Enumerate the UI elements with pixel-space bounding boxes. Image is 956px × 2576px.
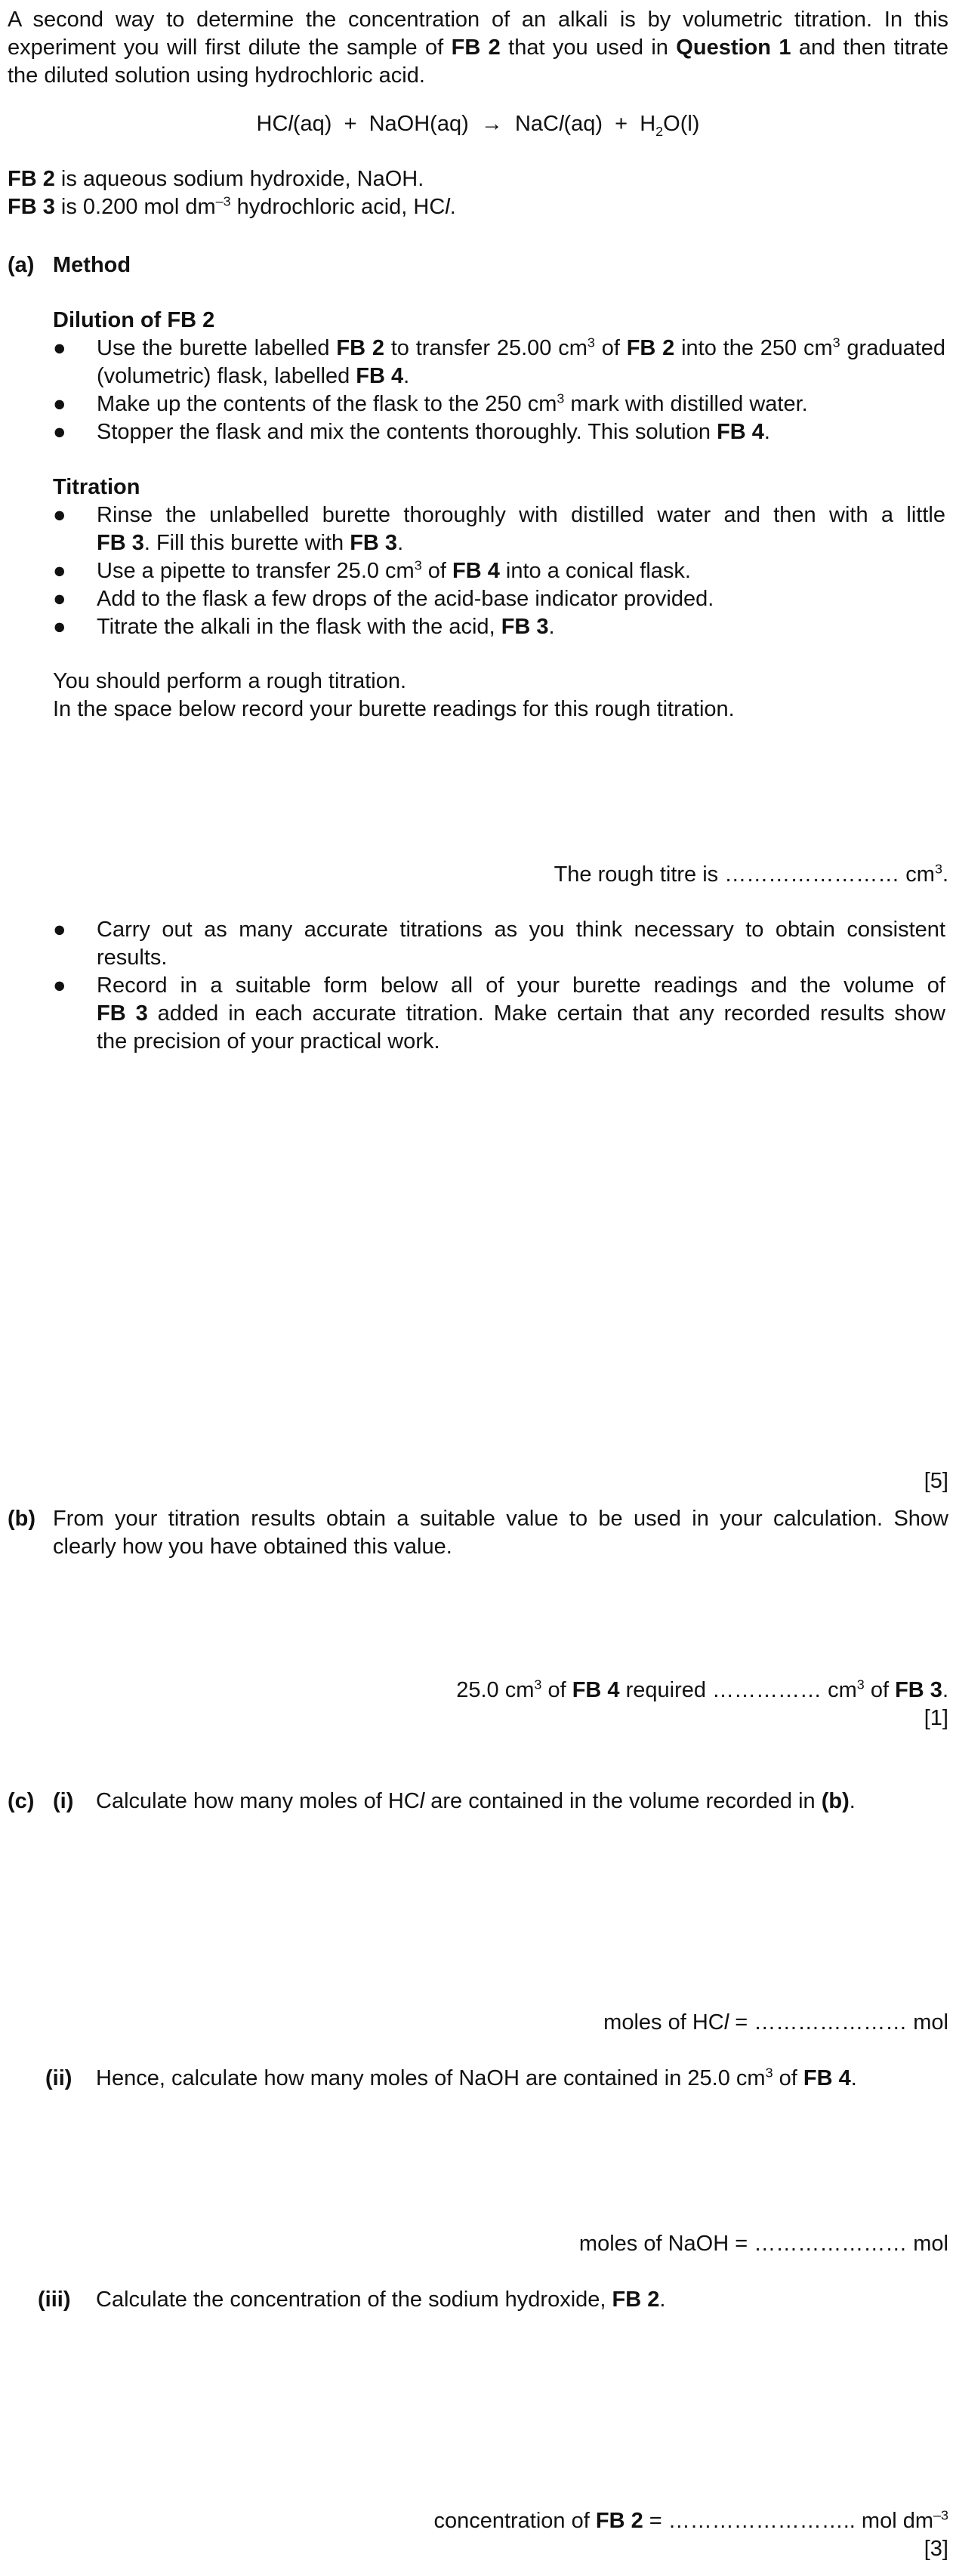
concentration-answer[interactable] [433,2507,948,2535]
intro-text: and then titrate [791,35,948,60]
item-text: . [763,420,770,444]
bullet: ● [53,336,66,360]
item-sup: 3 [832,335,840,350]
answer-text: concentration of [433,2509,596,2533]
item-sup: 3 [414,557,422,573]
list-item [8,418,948,446]
reaction-arrow: → [480,112,503,136]
item-text: Carry out as many accurate titrations as you think necessary to obtain consistent [97,918,945,942]
item-text: the precision of your practical work. [97,1029,440,1054]
item-sup: 3 [587,335,595,350]
moles-naoh-answer[interactable]: moles of NaOH = ………………… mol [578,2232,948,2256]
rough-titre-answer[interactable] [554,861,948,889]
eq-subscript: 2 [655,123,664,139]
list-item [8,335,948,362]
item-text: FB 4 [717,420,764,444]
answer-text: FB 4 [572,1678,620,1702]
fact-text: l [445,195,450,219]
answer-text: The rough titre is …………………… cm [554,862,935,887]
item-text: . [397,531,404,555]
item-sup: 3 [557,390,565,406]
item-text: FB 4 [452,559,500,583]
item-text: Add to the flask a few drops of the acid-base indicator provided. [97,587,714,611]
fb3-fact [8,193,456,221]
item-text: FB 3 [501,615,549,639]
item-text: FB 3 [97,531,144,555]
item-text: . [548,615,555,639]
part-b-line-1: From your titration results obtain a suitable value to be used in your calculation. Show [53,1507,948,1531]
question-text: FB 2 [612,2288,660,2312]
list-item-cont [8,529,948,557]
item-text: of [594,336,627,360]
item-text: Record in a suitable form below all of your burette readings and the volume of [97,973,945,998]
answer-text: 25.0 cm [456,1678,535,1702]
question-sup: 3 [765,2065,773,2081]
answer-text: = …………………….. mol dm [643,2509,933,2533]
bullet: ● [53,420,66,444]
eq-text: l [559,112,564,136]
answer-text: . [942,862,948,887]
bullet: ● [53,392,66,416]
titration-heading: Titration [53,475,140,499]
item-text: into a conical flask. [499,559,691,583]
part-c-marks: [3] [924,2537,948,2561]
method-heading: Method [53,253,131,277]
item-text: Use a pipette to transfer 25.0 cm [97,559,415,583]
eq-text: (aq) + H [563,112,656,136]
rough-record-instruction: In the space below record your burette readings for this rough titration. [53,697,735,721]
rough-instruction: You should perform a rough titration. [53,669,407,693]
item-text: FB 3 [350,531,398,555]
part-c-i-label: (i) [53,1789,74,1813]
item-text: into the 250 cm [674,336,833,360]
question-text: Hence, calculate how many moles of NaOH are contained in 25.0 cm [96,2066,766,2090]
fb2-ref: FB 2 [451,35,501,60]
item-text: FB 3 [97,1001,148,1026]
intro-line-3: the diluted solution using hydrochloric acid. [8,63,425,88]
answer-sup: 3 [856,1677,865,1692]
eq-text: (aq) + NaOH(aq) [292,112,481,136]
eq-text: l [288,112,293,136]
part-a-marks: [5] [924,1469,948,1493]
answer-text: FB 3 [895,1678,942,1702]
bullet: ● [53,973,66,998]
part-a-letter: (a) [8,253,35,277]
item-text: (volumetric) flask, labelled [97,364,356,388]
bullet: ● [53,503,66,527]
question1-ref: Question 1 [676,35,791,60]
item-text: . Fill this burette with [143,531,350,555]
list-item [8,501,948,529]
fb2-fact [8,165,424,193]
fact-text: is 0.200 mol dm [54,195,216,219]
answer-text: . [942,1678,948,1702]
item-text: added in each accurate titration. Make certain that any recorded results show [147,1001,945,1026]
item-text: FB 2 [626,336,675,360]
intro-text: that you used in [500,35,677,60]
bullet: ● [53,559,66,583]
list-item [8,613,948,641]
question-text: Calculate how many moles of HC [96,1789,420,1813]
part-b-line-2: clearly how you have obtained this value. [53,1535,452,1559]
question-text: . [659,2288,666,2312]
intro-line-1: A second way to determine the concentration of an alkali is by volumetric titration. In this [8,8,948,32]
item-text: graduated [840,336,946,360]
question-text: FB 4 [803,2066,851,2090]
eq-text: HC [256,112,288,136]
question-text: l [419,1789,425,1813]
eq-text: NaC [502,112,559,136]
question-text: . [849,1789,856,1813]
part-b-marks: [1] [924,1706,948,1730]
answer-text: required …………… cm [619,1678,857,1702]
item-text: to transfer 25.00 cm [384,336,587,360]
list-item-cont [8,1000,948,1028]
intro-line-2 [8,34,948,62]
bullet: ● [53,918,66,942]
reaction-equation [8,110,948,138]
list-item-cont [8,362,948,390]
item-text: . [403,364,410,388]
intro-text: experiment you will first dilute the sample of [8,35,452,60]
answer-text: of [864,1678,896,1702]
answer-sup: 3 [934,861,942,877]
item-text: mark with distilled water. [564,392,808,416]
part-c-i-question [96,1788,856,1816]
bullet: ● [53,587,66,611]
part-c-letter: (c) [8,1789,35,1813]
moles-hcl-answer[interactable] [603,2009,948,2037]
item-text: Make up the contents of the flask to the 250 cm [97,392,557,416]
item-text: FB 2 [336,336,384,360]
fact-text: . [449,195,456,219]
part-c-iii-question [96,2286,665,2314]
list-item-cont [8,944,948,972]
item-text: FB 4 [356,364,404,388]
part-c-iii-label: (iii) [38,2288,71,2312]
question-text: of [773,2066,803,2090]
fact-sup: –3 [215,193,231,209]
fact-text: hydrochloric acid, HC [230,195,446,219]
list-item-cont [8,1028,948,1056]
fb3-label: FB 3 [8,195,55,219]
part-b-answer[interactable] [456,1677,948,1704]
answer-text: FB 2 [595,2509,643,2533]
answer-text: moles of HC [603,2010,724,2035]
item-text: Use the burette labelled [97,336,337,360]
item-text: of [421,559,453,583]
dilution-heading: Dilution of FB 2 [53,308,215,332]
part-b-letter: (b) [8,1507,36,1531]
part-c-ii-label: (ii) [45,2066,72,2090]
list-item [8,916,948,944]
question-text: . [850,2066,857,2090]
answer-text: of [541,1678,572,1702]
answer-sup: –3 [933,2507,948,2523]
item-text: Titrate the alkali in the flask with the acid, [97,615,501,639]
answer-sup: 3 [534,1677,542,1692]
answer-text: l [723,2010,729,2035]
list-item [8,972,948,1000]
list-item [8,585,948,613]
item-text: Stopper the flask and mix the contents thoroughly. This solution [97,420,717,444]
bullet: ● [53,615,66,639]
eq-text: O(l) [663,112,700,136]
question-text: Calculate the concentration of the sodium hydroxide, [96,2288,612,2312]
list-item [8,390,948,418]
intro-paragraph [8,6,948,90]
list-item [8,557,948,585]
part-c-ii-question [96,2065,857,2093]
answer-text: = ………………… mol [729,2010,948,2035]
fb2-label: FB 2 [8,167,55,191]
question-text: (b) [821,1789,850,1813]
question-text: are contained in the volume recorded in [424,1789,822,1813]
item-text: results. [97,946,168,970]
fact-text: is aqueous sodium hydroxide, NaOH. [54,167,424,191]
item-text: Rinse the unlabelled burette thoroughly with distilled water and then with a little [97,503,945,527]
